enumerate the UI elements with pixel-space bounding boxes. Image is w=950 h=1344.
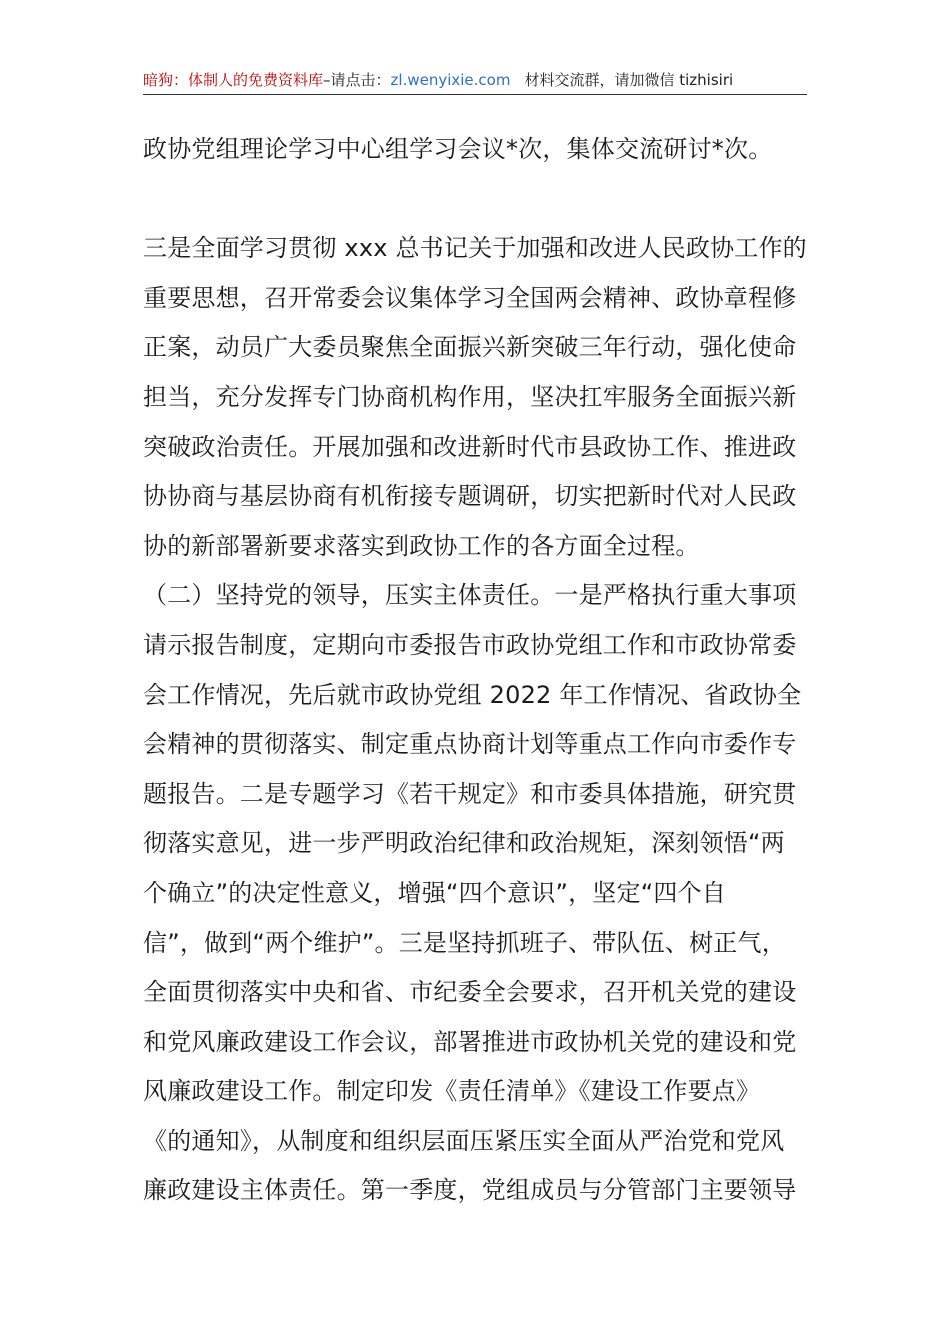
text-line: （二）坚持党的领导，压实主体责任。一是严格执行重大事项 bbox=[143, 581, 797, 610]
text-line: 题报告。二是专题学习《若干规定》和市委具体措施，研究贯 bbox=[143, 779, 797, 808]
header-click-prompt: –请点击： bbox=[323, 71, 391, 89]
text-line: 会工作情况，先后就市政协党组 2022 年工作情况、省政协全 bbox=[143, 680, 802, 709]
text-line: 三是全面学习贯彻 xxx 总书记关于加强和改进人民政协工作的 bbox=[143, 234, 807, 263]
text-line: 担当，充分发挥专门协商机构作用，坚决扛牢服务全面振兴新 bbox=[143, 382, 797, 411]
text-line: 正案，动员广大委员聚焦全面振兴新突破三年行动，强化使命 bbox=[143, 333, 797, 362]
text-line: 风廉政建设工作。制定印发《责任清单》《建设工作要点》 bbox=[143, 1077, 761, 1106]
header-site-name: 暗狗：体制人的免费资料库 bbox=[143, 71, 324, 89]
blank-line bbox=[143, 175, 811, 225]
text-line: 突破政治责任。开展加强和改进新时代市县政协工作、推进政 bbox=[143, 432, 797, 461]
text-line: 个确立”的决定性意义，增强“四个意识”，坚定“四个自 bbox=[143, 878, 726, 907]
text-line: 彻落实意见，进一步严明政治纪律和政治规矩，深刻领悟“两 bbox=[143, 829, 785, 858]
text-line: 信”，做到“两个维护”。三是坚持抓班子、带队伍、树正气， bbox=[143, 928, 786, 957]
text-line: 全面贯彻落实中央和省、市纪委全会要求，召开机关党的建设 bbox=[143, 978, 797, 1007]
text-line: 协的新部署新要求落实到政协工作的各方面全过程。 bbox=[143, 531, 700, 560]
header-group-note: 材料交流群，请加微信 tizhisiri bbox=[524, 71, 734, 89]
document-body bbox=[143, 125, 811, 1216]
text-line: 协协商与基层协商有机衔接专题调研，切实把新时代对人民政 bbox=[143, 482, 797, 511]
text-line: 和党风廉政建设工作会议，部署推进市政协机关党的建设和党 bbox=[143, 1027, 797, 1056]
text-line: 会精神的贯彻落实、制定重点协商计划等重点工作向市委作专 bbox=[143, 730, 797, 759]
text-line: 重要思想，召开常委会议集体学习全国两会精神、政协章程修 bbox=[143, 283, 797, 312]
text-line: 政协党组理论学习中心组学习会议*次，集体交流研讨*次。 bbox=[143, 135, 773, 163]
text-line: 请示报告制度，定期向市委报告市政协党组工作和市政协常委 bbox=[143, 630, 797, 659]
page-header bbox=[143, 70, 807, 95]
text-line: 廉政建设主体责任。第一季度，党组成员与分管部门主要领导 bbox=[143, 1176, 797, 1205]
header-link[interactable]: zl.wenyixie.com bbox=[390, 71, 511, 89]
text-line: 《的通知》，从制度和组织层面压紧压实全面从严治党和党风 bbox=[143, 1126, 785, 1155]
